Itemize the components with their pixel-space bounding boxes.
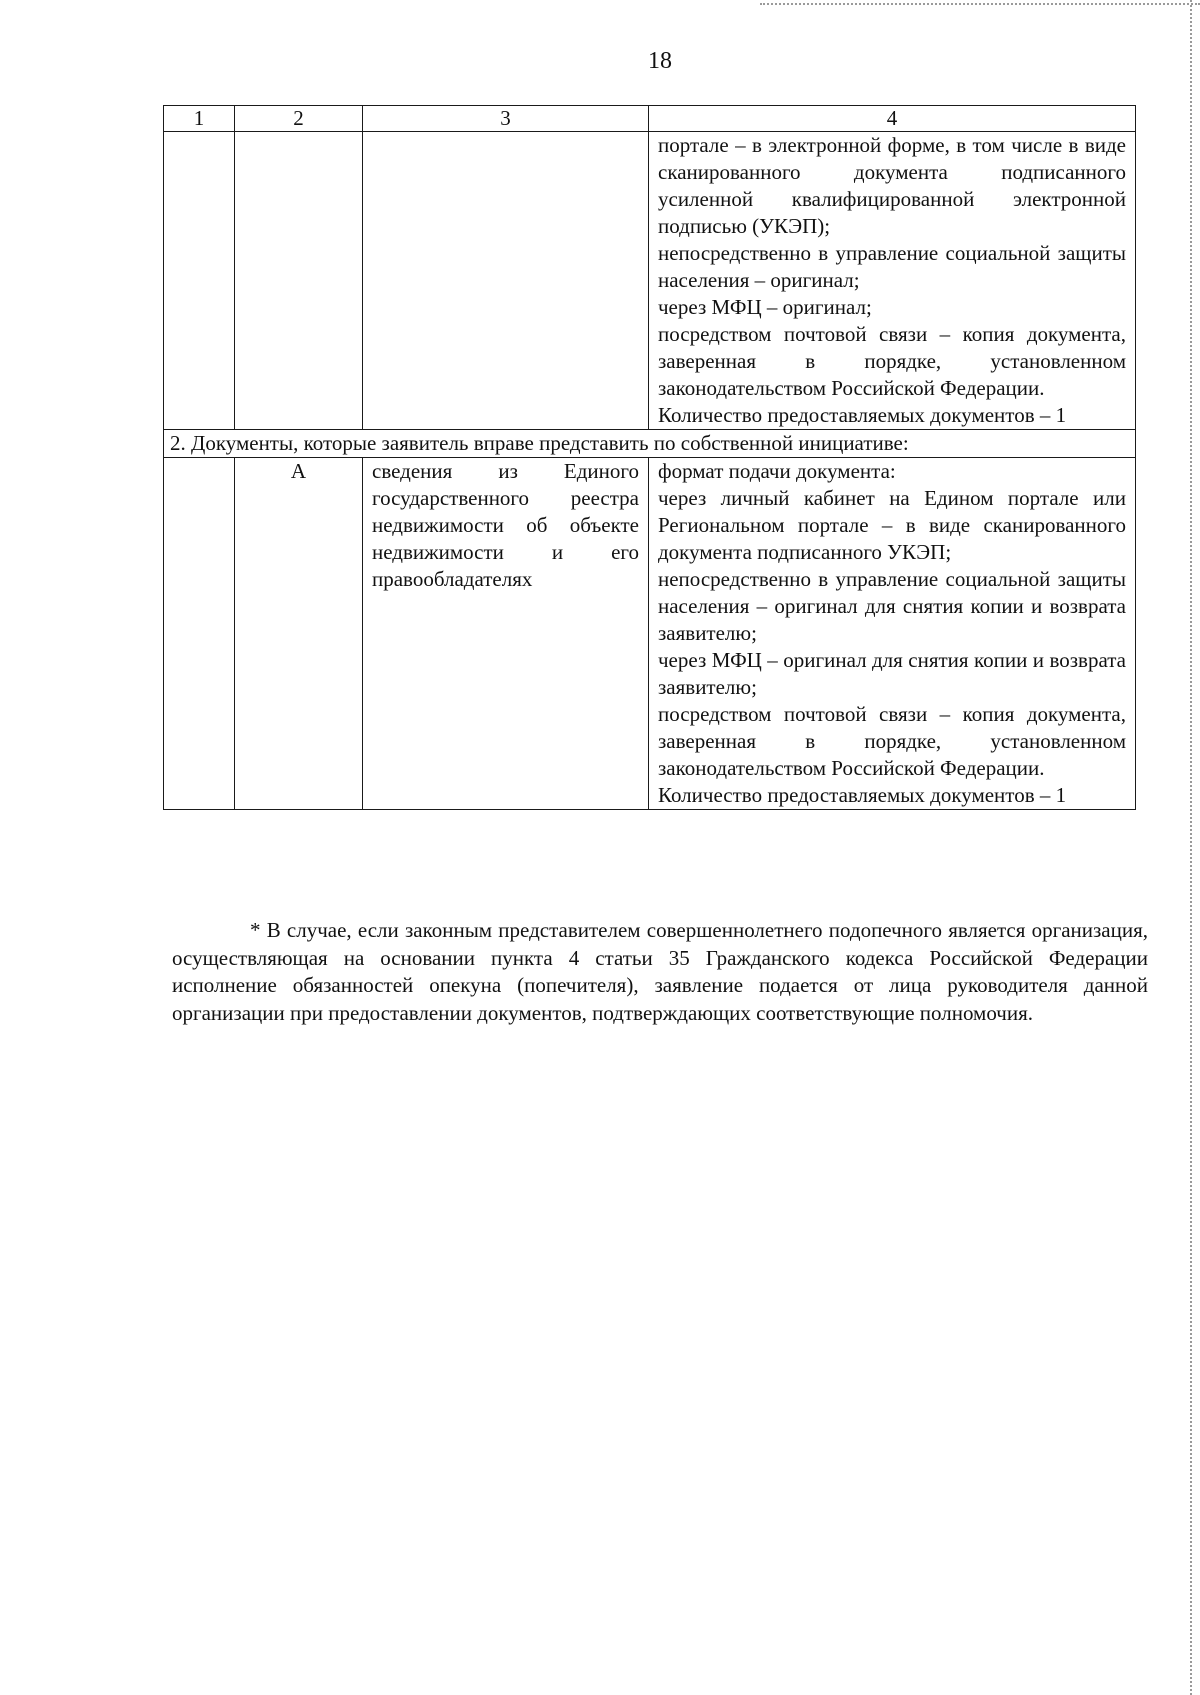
page-number: 18 bbox=[648, 48, 672, 74]
table-row-a bbox=[164, 458, 1136, 810]
text-line: непосредственно в управление социальной защиты населения – оригинал для снятия копии и возврата заявителю; bbox=[658, 567, 1126, 645]
text-line: посредством почтовой связи – копия документа, заверенная в порядке, установленном законодательством Российской Федерации. bbox=[658, 702, 1126, 780]
text-line: Количество предоставляемых документов – 1 bbox=[658, 403, 1067, 427]
header-cell-3: 3 bbox=[363, 106, 649, 132]
header-cell-2: 2 bbox=[235, 106, 363, 132]
section-title: 2. Документы, которые заявитель вправе представить по собственной инициативе: bbox=[164, 430, 1136, 458]
text-line: портале – в электронной форме, в том числе в виде сканированного документа подписанного усиленной квалифицированной электронной подписью (УКЭП); bbox=[658, 133, 1126, 238]
text-line: Количество предоставляемых документов – 1 bbox=[658, 783, 1067, 807]
cell-submission-methods bbox=[649, 458, 1136, 810]
header-cell-4: 4 bbox=[649, 106, 1136, 132]
text-line: через МФЦ – оригинал; bbox=[658, 295, 872, 319]
scan-edge-top bbox=[760, 3, 1200, 5]
table-row-continued bbox=[164, 132, 1136, 430]
text-line: через МФЦ – оригинал для снятия копии и возврата заявителю; bbox=[658, 648, 1126, 699]
documents-table bbox=[163, 105, 1136, 810]
table-section-row bbox=[164, 430, 1136, 458]
scan-edge-right bbox=[1190, 0, 1192, 1695]
text-line: через личный кабинет на Едином портале или Региональном портале – в виде сканированного документа подписанного УКЭП; bbox=[658, 486, 1126, 564]
cell-empty bbox=[164, 132, 235, 430]
cell-empty bbox=[363, 132, 649, 430]
cell-submission-methods bbox=[649, 132, 1136, 430]
text-line: формат подачи документа: bbox=[658, 459, 896, 483]
cell-document-name: сведения из Единого государственного реестра недвижимости об объекте недвижимости и его правообладателях bbox=[363, 458, 649, 810]
cell-empty bbox=[235, 132, 363, 430]
text-line: посредством почтовой связи – копия документа, заверенная в порядке, установленном законодательством Российской Федерации. bbox=[658, 322, 1126, 400]
header-cell-1: 1 bbox=[164, 106, 235, 132]
text-line: непосредственно в управление социальной защиты населения – оригинал; bbox=[658, 241, 1126, 292]
cell-empty bbox=[164, 458, 235, 810]
cell-code: А bbox=[235, 458, 363, 810]
footnote: * В случае, если законным представителем совершеннолетнего подопечного является организация, осуществляющая на основании пункта 4 статьи 35 Гражданского кодекса Российской Федерации исполнение обязанностей опекуна (попечителя), заявление подается от лица руководителя данной организации при предоставлении документов, подтверждающих соответствующие полномочия. bbox=[172, 918, 1148, 1025]
table-header-row bbox=[164, 106, 1136, 132]
